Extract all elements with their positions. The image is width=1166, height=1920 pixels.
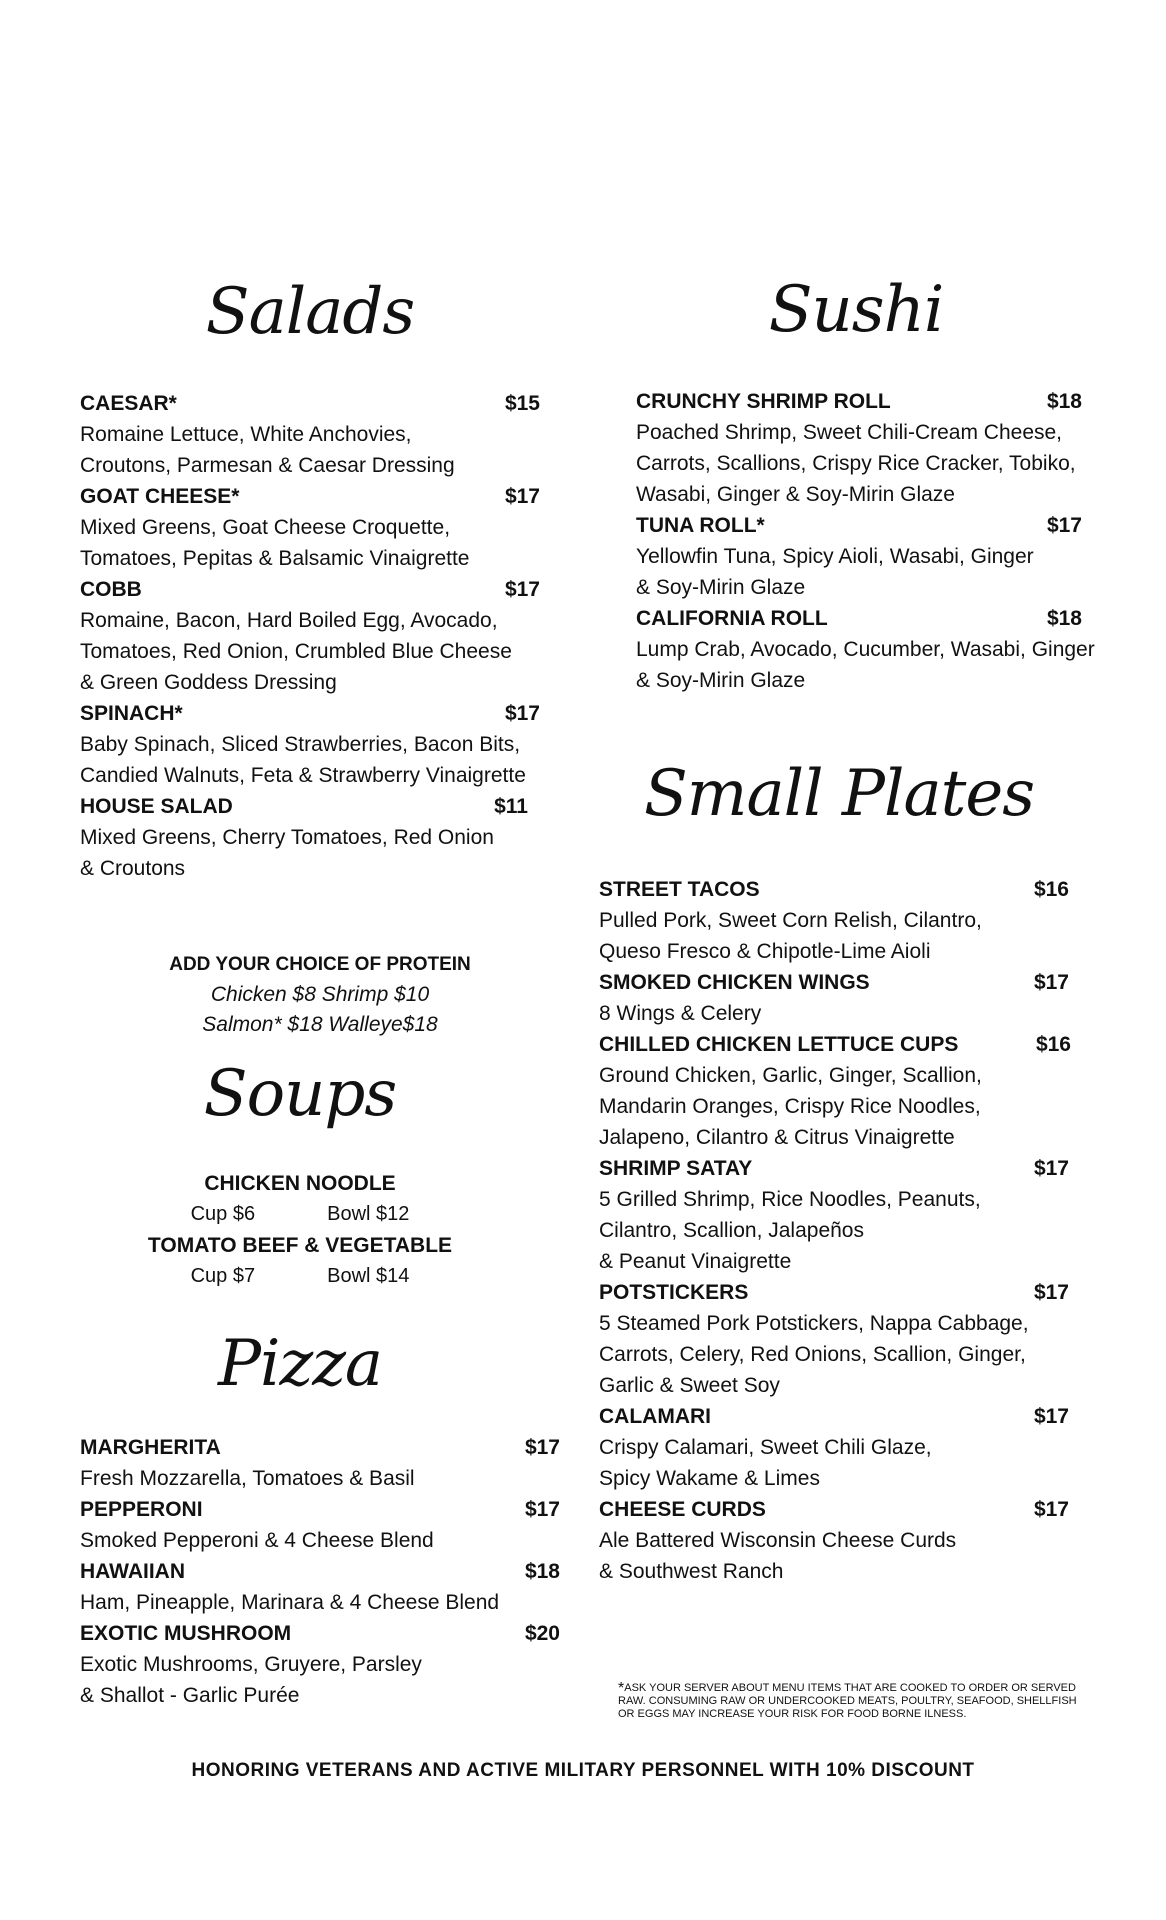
item-name: CHEESE CURDS [599,1498,766,1521]
item-desc-line: Carrots, Celery, Red Onions, Scallion, Ginger, [599,1343,1026,1366]
menu-item-calamari [599,1401,1079,1494]
item-desc-line: & Shallot - Garlic Purée [80,1684,300,1707]
item-name: EXOTIC MUSHROOM [80,1622,292,1645]
item-desc-line: Exotic Mushrooms, Gruyere, Parsley [80,1653,422,1676]
item-price: $16 [1035,1033,1071,1056]
item-name: CALIFORNIA ROLL [636,607,828,630]
soup-cup-price: Cup $7 [190,1265,256,1287]
item-desc-line: Smoked Pepperoni & 4 Cheese Blend [80,1529,434,1552]
menu-item-goat-cheese [80,481,540,574]
item-name: CAESAR* [80,392,177,415]
item-desc-line: Ale Battered Wisconsin Cheese Curds [599,1529,957,1552]
raw-food-disclaimer [618,1682,1078,1721]
item-price: $17 [504,578,540,601]
menu-item-potstickers [599,1277,1079,1401]
item-desc-line: Mixed Greens, Cherry Tomatoes, Red Onion [80,826,494,849]
menu-item-shrimp-satay [599,1153,1079,1277]
soups-list [60,1168,540,1292]
menu-item-pepperoni [80,1494,560,1556]
item-desc-line: Crispy Calamari, Sweet Chili Glaze, [599,1436,932,1459]
sushi-list [636,386,1106,696]
item-name: COBB [80,578,142,601]
item-price: $16 [1033,878,1069,901]
item-name: SPINACH* [80,702,183,725]
item-name: CHILLED CHICKEN LETTUCE CUPS [599,1033,959,1056]
item-price: $17 [504,485,540,508]
menu-item-cobb [80,574,540,698]
item-desc-line: & Soy-Mirin Glaze [636,669,806,692]
item-desc-line: Carrots, Scallions, Crispy Rice Cracker, Tobiko, [636,452,1076,475]
soup-name: TOMATO BEEF & VEGETABLE [147,1234,453,1257]
item-name: TUNA ROLL* [636,514,765,537]
soup-bowl-price: Bowl $12 [327,1203,410,1225]
item-desc-line: Lump Crab, Avocado, Cucumber, Wasabi, Ginger [636,638,1095,661]
soup-cup-price: Cup $6 [190,1203,256,1225]
small-plates-heading: Small Plates [643,757,1035,831]
item-desc-line: Romaine Lettuce, White Anchovies, [80,423,412,446]
item-price: $17 [524,1436,560,1459]
item-desc-line: Tomatoes, Red Onion, Crumbled Blue Cheese [80,640,512,663]
item-price: $17 [1033,971,1069,994]
item-desc-line: Poached Shrimp, Sweet Chili-Cream Cheese, [636,421,1063,444]
item-desc-line: & Green Goddess Dressing [80,671,337,694]
item-price: $17 [1033,1157,1069,1180]
item-desc-line: 5 Grilled Shrimp, Rice Noodles, Peanuts, [599,1188,981,1211]
item-price: $17 [1046,514,1082,537]
item-desc-line: Candied Walnuts, Feta & Strawberry Vinaigrette [80,764,526,787]
item-desc-line: Mandarin Oranges, Crispy Rice Noodles, [599,1095,981,1118]
item-desc-line: 8 Wings & Celery [599,1002,762,1025]
item-desc-line: Baby Spinach, Sliced Strawberries, Bacon Bits, [80,733,521,756]
item-desc-line: Romaine, Bacon, Hard Boiled Egg, Avocado, [80,609,498,632]
item-price: $11 [494,795,528,818]
menu-item-spinach [80,698,540,791]
item-desc-line: Ground Chicken, Garlic, Ginger, Scallion, [599,1064,982,1087]
item-price: $17 [524,1498,560,1521]
item-desc-line: Croutons, Parmesan & Caesar Dressing [80,454,455,477]
item-desc-line: & Soy-Mirin Glaze [636,576,806,599]
menu-item-california-roll [636,603,1106,696]
item-price: $15 [504,392,540,415]
item-price: $17 [504,702,540,725]
item-name: SMOKED CHICKEN WINGS [599,971,870,994]
item-desc-line: Yellowfin Tuna, Spicy Aioli, Wasabi, Ginger [636,545,1034,568]
item-name: MARGHERITA [80,1436,221,1459]
item-price: $17 [1033,1498,1069,1521]
item-desc-line: Tomatoes, Pepitas & Balsamic Vinaigrette [80,547,470,570]
soups-heading: Soups [203,1057,397,1131]
salads-section [80,270,560,1711]
item-desc-line: & Peanut Vinaigrette [599,1250,792,1273]
item-desc-line: Wasabi, Ginger & Soy-Mirin Glaze [636,483,955,506]
menu-item-exotic-mushroom [80,1618,560,1711]
item-price: $18 [1046,607,1082,630]
item-desc-line: Garlic & Sweet Soy [599,1374,780,1397]
item-desc-line: & Southwest Ranch [599,1560,784,1583]
small-plates-section [599,750,1079,1587]
menu-item-cheese-curds [599,1494,1079,1587]
item-desc-line: Ham, Pineapple, Marinara & 4 Cheese Blend [80,1591,500,1614]
item-name: GOAT CHEESE* [80,485,240,508]
item-name: CALAMARI [599,1405,711,1428]
pizza-heading: Pizza [217,1327,383,1401]
protein-options-line: Salmon* $18 Walleye$18 [202,1013,438,1036]
military-discount-footer: HONORING VETERANS AND ACTIVE MILITARY PERSONNEL WITH 10% DISCOUNT [191,1760,975,1781]
item-desc-line: 5 Steamed Pork Potstickers, Nappa Cabbage, [599,1312,1029,1335]
soup-sizes [60,1199,540,1230]
item-name: SHRIMP SATAY [599,1157,753,1180]
soup-name: CHICKEN NOODLE [204,1172,396,1195]
menu-item-margherita [80,1432,560,1494]
item-desc-line: Pulled Pork, Sweet Corn Relish, Cilantro, [599,909,982,932]
protein-title: ADD YOUR CHOICE OF PROTEIN [169,954,471,975]
item-name: PEPPERONI [80,1498,203,1521]
item-desc-line: Mixed Greens, Goat Cheese Croquette, [80,516,451,539]
menu-item-street-tacos [599,874,1079,967]
item-desc-line: Cilantro, Scallion, Jalapeños [599,1219,864,1242]
disclaimer-text: ASK YOUR SERVER ABOUT MENU ITEMS THAT ARE COOKED TO ORDER OR SERVED RAW. CONSUMING RAW OR UNDERCOOKED MEATS, POULTRY, SEAFOOD, SHELLFISH OR EGGS MAY INCREASE YOUR RISK FOR FOOD BORNE ILNESS. [618,1682,1077,1720]
menu-item-caesar [80,388,540,481]
item-name: STREET TACOS [599,878,760,901]
item-desc-line: Fresh Mozzarella, Tomatoes & Basil [80,1467,415,1490]
soup-sizes [60,1261,540,1292]
item-name: HOUSE SALAD [80,795,233,818]
item-desc-line: Spicy Wakame & Limes [599,1467,820,1490]
item-name: CRUNCHY SHRIMP ROLL [636,390,891,413]
item-price: $17 [1033,1405,1069,1428]
menu-item-tuna-roll [636,510,1106,603]
menu-item-crunchy-shrimp-roll [636,386,1106,510]
menu-item-house-salad [80,791,540,884]
item-name: HAWAIIAN [80,1560,185,1583]
item-price: $18 [524,1560,560,1583]
soup-bowl-price: Bowl $14 [327,1265,410,1287]
item-price: $20 [524,1622,560,1645]
menu-item-hawaiian [80,1556,560,1618]
menu-item-chilled-chicken-lettuce-cups [599,1029,1079,1153]
salads-list [80,388,540,884]
item-desc-line: & Croutons [80,857,186,880]
disclaimer-asterisk: * [618,1680,625,1697]
item-desc-line: Queso Fresco & Chipotle-Lime Aioli [599,940,931,963]
sushi-heading: Sushi [768,273,944,347]
item-name: POTSTICKERS [599,1281,749,1304]
salads-heading: Salads [205,275,415,349]
protein-addon [80,950,540,1040]
menu-item-smoked-chicken-wings [599,967,1079,1029]
pizza-list [80,1432,560,1711]
item-desc-line: Jalapeno, Cilantro & Citrus Vinaigrette [599,1126,955,1149]
protein-options-line: Chicken $8 Shrimp $10 [210,983,430,1006]
item-price: $18 [1046,390,1082,413]
sushi-section [636,270,1106,696]
item-price: $17 [1033,1281,1069,1304]
small-plates-list [599,874,1079,1587]
